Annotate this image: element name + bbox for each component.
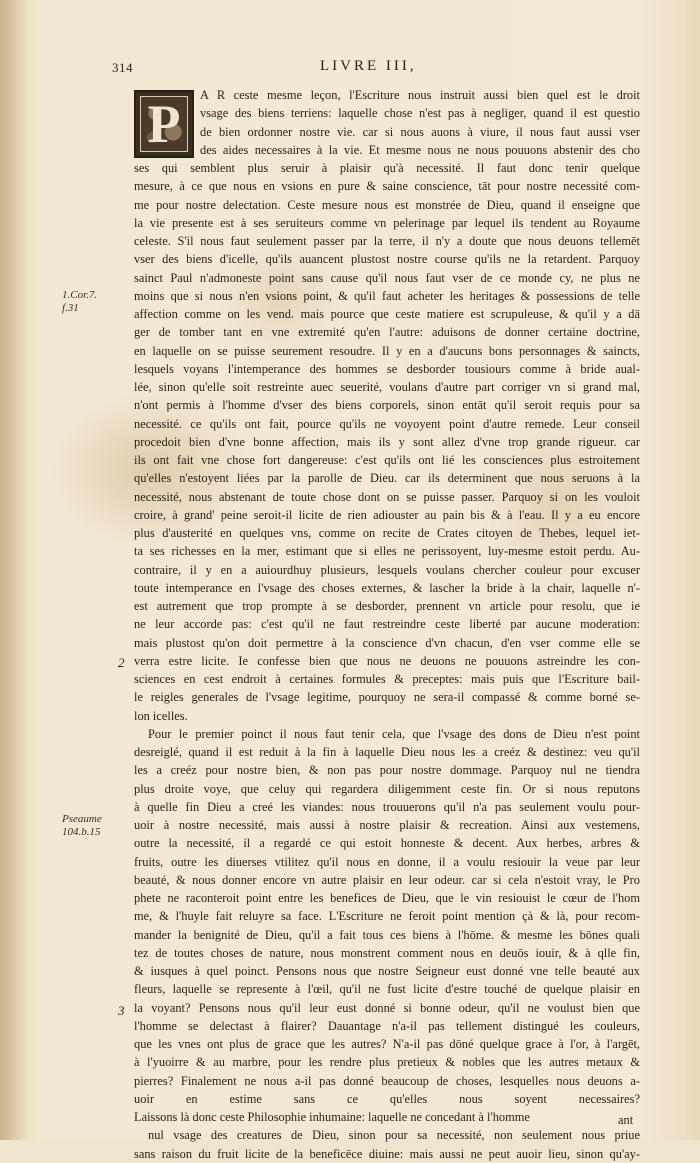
text-line: desreiglé, quand il est reduit à la fin à laquelle Dieu nous les a creéz & destinez: veu qu'il bbox=[134, 745, 640, 759]
text-line: sciences en cest endroit à certaines formules & preceptes: mais puis que l'Escriture bail- bbox=[134, 672, 640, 686]
margin-note-line: f.31 bbox=[62, 302, 79, 314]
margin-note-line: Pseaume bbox=[62, 813, 102, 825]
text-line: Pour le premier poinct il nous faut tenir cela, que l'vsage des dons de Dieu n'est point bbox=[148, 726, 640, 741]
section-number-2: 2 bbox=[118, 655, 125, 670]
text-line: vsage des biens terriens: laquelle chose n'est pas à negliger, quand il est questio bbox=[200, 106, 640, 121]
text-line: la vie presente est à ses seruiteurs comme vn pelerinage par lequel ils tendent au Royaume bbox=[134, 215, 640, 230]
text-line: mesure, à ce que nous en vsions en pure & saine conscience, tāt pour nostre necessité com- bbox=[134, 179, 640, 194]
text-line: outre la necessité, il a regardé ce qui estoit honneste & decent. Aux herbes, arbres & bbox=[134, 836, 640, 851]
text-line: pierres? Finalement ne nous a-il pas donné beaucoup de choses, lesquelles nous deuons a- bbox=[134, 1073, 640, 1088]
text-line: procedoit bien d'vne bonne affection, mais ils y sont allez d'vne trop grande rigueur. car bbox=[134, 434, 640, 449]
text-line: qu'elles n'estoyent liées par la parolle de Dieu. car ils determinent que nous seruons à la bbox=[134, 471, 640, 486]
initial-letter: P bbox=[147, 94, 181, 154]
text-line: phete ne raconteroit point entre les benefices de Dieu, que le vin resiouist le cœur de l'hom bbox=[134, 891, 640, 905]
text-line: necessité. ce qu'ils ont fait, pource qu'ils ne voyoyent point d'autre remede. Leur conseil bbox=[134, 416, 640, 431]
text-line: des aides necessaires à la vie. Et mesme nous ne nous pouuons abstenir des cho bbox=[200, 142, 640, 157]
text-line: necessité, nous abstenant de toute chose dont on se puisse passer. Parquoy si on les vouloit bbox=[134, 489, 640, 504]
text-line: plus d'austerité en quelques vns, comme on recite de Crates citoyen de Thebes, lequel iet- bbox=[134, 526, 640, 540]
text-line: à quelle fin Dieu a creé les viandes: nous trouuerons qu'il n'a pas seulement voulu pour- bbox=[134, 799, 640, 814]
text-line: sainct Paul n'admoneste point sans cause qu'il nous faut vser de ce monde cy, ne plus ne bbox=[134, 270, 640, 285]
margin-note-corinthians bbox=[62, 289, 97, 315]
text-line: que les vnes ont plus de grace que les autres? N'a-il pas dōné quelque grace à l'or, à l'argēt, bbox=[134, 1037, 640, 1051]
text-line: & iusques à quel poinct. Pensons nous que nostre Seigneur eust donné vne telle beauté aux bbox=[134, 964, 640, 978]
text-line: fruits, outre les diuerses vtilitez qu'il nous en donne, il a voulu resiouir la veue par leur bbox=[134, 854, 640, 869]
text-line: me pour nostre delectation. Ceste mesure nous est monstrée de Dieu, quand il enseigne que bbox=[134, 197, 640, 212]
text-line: vser des biens d'icelle, qu'ils auancent plustost nostre course qu'ils ne la retardent. Parquoy bbox=[134, 252, 640, 267]
text-line: affection comme on les vend. mais pource que ceste matiere est scrupuleuse, & qu'il y a dā bbox=[134, 307, 640, 321]
text-line: celeste. S'il nous faut seulement passer par la terre, il n'y a doute que nous deuons tellemēt bbox=[134, 234, 640, 248]
text-line: me, & l'huyle fait reluyre sa face. L'Escriture ne feroit point mention çà & là, pour recom- bbox=[134, 909, 640, 924]
margin-note-line: 104.b.15 bbox=[62, 826, 101, 838]
text-line: plus droite voye, que celuy qui regardera diligemment ceste fin. Or si nous reputons bbox=[134, 781, 640, 796]
text-line: de bien ordonner nostre vie. car si nous auons à viure, il nous faut aussi vser bbox=[200, 124, 640, 139]
text-line: verra estre licite. Ie confesse bien que nous ne deuons ne pouuons astreindre les con- bbox=[134, 653, 640, 668]
running-head: LIVRE III, bbox=[320, 58, 417, 74]
text-line: ger de tomber tant en vne extremité qu'en l'autre: aduisons de donner certaine doctrine, bbox=[134, 325, 640, 340]
text-line: lée, sinon qu'elle soit restreinte auec seuerité, voulans d'autre part corriger vn si grand mal, bbox=[134, 380, 640, 394]
text-line: Laissons là donc ceste Philosophie inhumaine: laquelle ne concedant à l'homme bbox=[134, 1110, 530, 1124]
text-line: mais plustost qu'on doit permettre à la conscience d'vn chacun, d'en vser comme elle se bbox=[134, 635, 640, 650]
text-line: l'homme se delectast à flairer? Dauantage n'a-il pas tellement distingué les couleurs, bbox=[134, 1018, 640, 1033]
section-number-3: 3 bbox=[118, 1003, 125, 1018]
margin-note-psalm bbox=[62, 813, 102, 839]
text-line: la voyant? Pensons nous qu'il leur eust donné si bonne odeur, qu'il ne voulust bien que bbox=[134, 1000, 640, 1015]
text-line: à l'yuoirre & au marbre, pour les rendre plus pretieux & nobles que les autres metaux & bbox=[134, 1055, 640, 1070]
text-line: tez de toutes choses de nature, nous monstrent comment nous en deuōs iouir, & à qlle fin, bbox=[134, 945, 640, 960]
text-line: les a creéz pour nostre bien, & non pas pour nostre dommage. Parquoy nul ne tiendra bbox=[134, 763, 640, 778]
text-line: le reigles generales de l'vsage legitime, pourquoy ne sera-il compassé & comme borné se- bbox=[134, 690, 640, 705]
text-line: est autrement que trop prompte à se desborder, prennent vn article pour resolu, que ie bbox=[134, 599, 640, 613]
text-line: moins que si nous n'en vsions point, & qu'il faut acheter les heritages & possessions de telle bbox=[134, 288, 640, 303]
page-header bbox=[0, 60, 700, 80]
text-line: uoir à nostre necessité, mais aussi à nostre plaisir & recreation. Ainsi aux vestemens, bbox=[134, 818, 640, 832]
text-line: A R ceste mesme leçon, l'Escriture nous instruit aussi bien quel est le droit bbox=[200, 88, 640, 102]
text-line: lesquels voyans l'intemperance des hommes se desborder tousiours comme à bride aual- bbox=[134, 361, 640, 376]
catchword: ant bbox=[618, 1113, 634, 1127]
text-line: nul vsage des creatures de Dieu, sinon pour sa necessité, non seulement nous priue bbox=[148, 1128, 640, 1143]
text-lines bbox=[134, 86, 640, 1163]
text-line: uoir en estime sans ce qu'elles nous soyent necessaires? bbox=[134, 1091, 640, 1106]
text-line: fleurs, laquelle se represente à l'œil, qu'il ne fust licite d'estre touché de quelque plaisir en bbox=[134, 982, 640, 997]
margin-note-line: 1.Cor.7. bbox=[62, 289, 98, 301]
text-line: toute intemperance en l'vsage des choses externes, & lascher la bride à la chair, laquelle n'- bbox=[134, 580, 640, 595]
text-line: en laquelle on se puisse seurement resoudre. Il y en a d'aucuns bons personnages & saincts, bbox=[134, 343, 640, 358]
text-line: mander la benignité de Dieu, qu'il a fait tous ces biens à l'hōme. & mesme les bōnes quali bbox=[134, 927, 640, 942]
text-line: croire, à grand' peine seroit-il licite de rien adiouster au pain bis & à l'eau. Il y a eu encore bbox=[134, 507, 640, 522]
main-text bbox=[134, 86, 640, 1163]
text-line: contraire, il y en a auiourdhuy plusieurs, lesquels voulans chercher couleur pour excuser bbox=[134, 562, 640, 577]
page-number: 314 bbox=[112, 60, 133, 75]
text-line: beauté, & nous donner encore vn autre plaisir en leur odeur. car si cela n'estoit vray, le Pro bbox=[134, 872, 640, 887]
text-line: ils ont fait vne chose fort dangereuse: c'est qu'ils ont lié les consciences plus estroitement bbox=[134, 453, 640, 467]
text-line: ta ses richesses en la mer, estimant que si elles ne perissoyent, luy-mesme estoit perdu. Au- bbox=[134, 544, 640, 559]
text-line: ne leur accorde pas: c'est qu'il ne faut restreindre ceste liberté par aucune moderation: bbox=[134, 617, 640, 632]
text-line: sans raison du fruit licite de la beneficēce diuine: mais aussi ne peut auoir lieu, sinon qu'ay- bbox=[134, 1146, 640, 1161]
text-line: ses qui semblent plus seruir à plaisir qu'à necessité. Il faut donc tenir quelque bbox=[134, 161, 640, 175]
text-line: lon icelles. bbox=[134, 708, 188, 723]
page-edge-shadow bbox=[0, 0, 28, 1140]
text-line: n'ont permis à l'homme d'vser des biens corporels, sinon entāt qu'il seroit requis pour sa bbox=[134, 398, 640, 413]
